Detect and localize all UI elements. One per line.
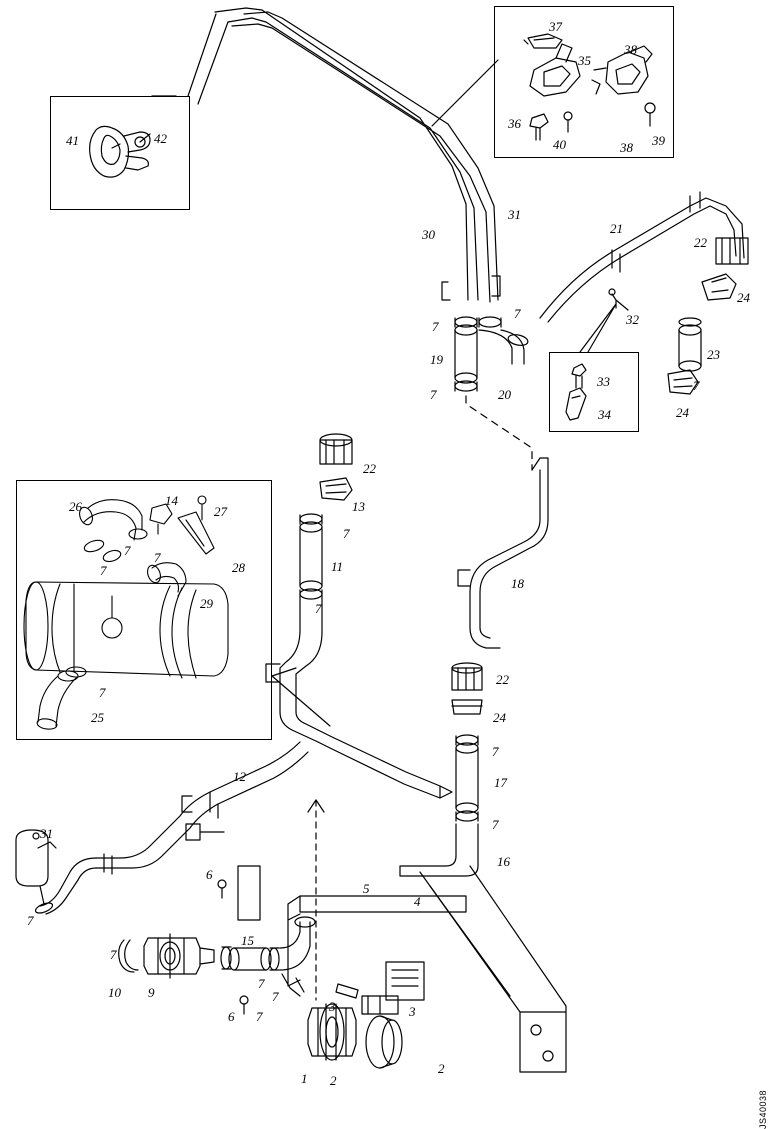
callout-30: 30 — [422, 227, 435, 242]
callout-16: 16 — [497, 854, 510, 869]
callout-3-a: 3 — [329, 999, 336, 1014]
callout-6-b: 6 — [228, 1009, 235, 1024]
callout-6-a: 6 — [206, 867, 213, 882]
callout-7-c: 7 — [430, 387, 437, 402]
callout-31-lower: 31 — [40, 826, 53, 841]
callout-1: 1 — [301, 1071, 308, 1086]
callout-26: 26 — [69, 499, 82, 514]
callout-7-d: 7 — [693, 378, 700, 393]
callout-9: 9 — [148, 985, 155, 1000]
callout-24-mid: 24 — [676, 405, 689, 420]
callout-7-a: 7 — [432, 319, 439, 334]
callout-7-o: 7 — [258, 976, 265, 991]
callout-17: 17 — [494, 775, 507, 790]
callout-38-lower: 38 — [620, 140, 633, 155]
callout-12: 12 — [233, 769, 246, 784]
callout-7-k: 7 — [492, 744, 499, 759]
callout-25: 25 — [91, 710, 104, 725]
callout-24-right: 24 — [737, 290, 750, 305]
callout-7-h: 7 — [100, 563, 107, 578]
callout-15: 15 — [241, 933, 254, 948]
callout-4: 4 — [414, 894, 421, 909]
callout-41: 41 — [66, 133, 79, 148]
callout-7-g: 7 — [154, 550, 161, 565]
callout-7-l: 7 — [492, 817, 499, 832]
callout-20: 20 — [498, 387, 511, 402]
callout-35: 35 — [578, 53, 591, 68]
callout-13: 13 — [352, 499, 365, 514]
callout-34: 34 — [598, 407, 611, 422]
callout-7-f: 7 — [124, 543, 131, 558]
callout-7-m: 7 — [27, 913, 34, 928]
callout-2-b: 2 — [438, 1061, 445, 1076]
callout-7-e: 7 — [343, 526, 350, 541]
callout-36: 36 — [508, 116, 521, 131]
callout-28: 28 — [232, 560, 245, 575]
callout-31: 31 — [508, 207, 521, 222]
callout-7-q: 7 — [256, 1009, 263, 1024]
callout-27: 27 — [214, 504, 227, 519]
callout-33: 33 — [597, 374, 610, 389]
callout-3-b: 3 — [409, 1004, 416, 1019]
callout-7-b: 7 — [514, 306, 521, 321]
callout-38-upper: 38 — [624, 42, 637, 57]
callout-40: 40 — [553, 137, 566, 152]
callout-2-a: 2 — [330, 1073, 337, 1088]
callout-7-n: 7 — [110, 947, 117, 962]
callout-18: 18 — [511, 576, 524, 591]
callout-39: 39 — [652, 133, 665, 148]
callout-24-center: 24 — [493, 710, 506, 725]
callout-22-center: 22 — [496, 672, 509, 687]
callout-7-j: 7 — [99, 685, 106, 700]
callout-7-p: 7 — [272, 989, 279, 1004]
callout-21: 21 — [610, 221, 623, 236]
callout-22-right: 22 — [694, 235, 707, 250]
callout-29: 29 — [200, 596, 213, 611]
callout-14: 14 — [165, 493, 178, 508]
callout-42: 42 — [154, 131, 167, 146]
callout-19: 19 — [430, 352, 443, 367]
callout-37: 37 — [549, 19, 562, 34]
callout-5: 5 — [363, 881, 370, 896]
callout-10: 10 — [108, 985, 121, 1000]
callout-22-left: 22 — [363, 461, 376, 476]
callout-32: 32 — [626, 312, 639, 327]
drawing-code: JS40038 — [758, 1090, 768, 1129]
callout-7-i: 7 — [315, 601, 322, 616]
callout-23: 23 — [707, 347, 720, 362]
callout-11: 11 — [331, 559, 344, 574]
